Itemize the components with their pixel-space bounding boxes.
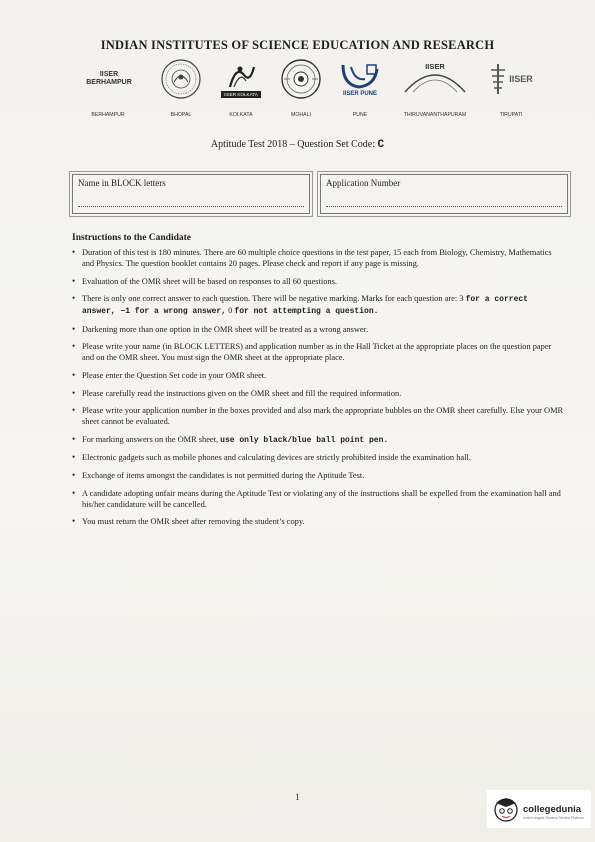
- institute-name: BERHAMPUR: [91, 112, 125, 118]
- instruction-item: [72, 293, 564, 317]
- iiser-bhopal-seal-icon: [158, 56, 204, 102]
- institute-name: TIRUPATI: [499, 112, 523, 118]
- instruction-text: Duration of this test is 180 minutes. There are 60 multiple choice questions in the test paper, 15 each from Biology, Chemistry, Mathematics and Physics. The question booklet contains 20 pages. Please check and report if any page is missing.: [82, 248, 552, 268]
- tirupati-emblem-icon: [489, 62, 507, 96]
- institute-name: BHOPAL: [170, 112, 192, 118]
- institute-name: MOHALI: [291, 112, 311, 118]
- instruction-emphasis: for not attempting a question.: [234, 307, 379, 317]
- document-title: INDIAN INSTITUTES OF SCIENCE EDUCATION AND RESEARCH: [100, 38, 495, 52]
- collegedunia-logo: [491, 794, 521, 824]
- instruction-item: [72, 470, 564, 481]
- instruction-text: Evaluation of the OMR sheet will be based on responses to all 60 questions.: [82, 276, 337, 286]
- instruction-item: [72, 341, 564, 363]
- institute-name: PUNE: [352, 112, 368, 118]
- application-number-box[interactable]: [320, 174, 568, 214]
- iiser-thiruvananthapuram-logo: [396, 56, 474, 102]
- instruction-item: [72, 452, 564, 463]
- instruction-emphasis: use only black/blue ball point pen.: [220, 435, 389, 445]
- instructions-heading: Instructions to the Candidate: [72, 233, 192, 243]
- instruction-text: Please write your application number in the boxes provided and also mark the appropriate bubbles on the OMR sheet carefully. Else your OMR sheet cannot be evaluated.: [82, 406, 564, 427]
- application-number-write-line[interactable]: [326, 206, 562, 207]
- instruction-text: Darkening more than one option in the OMR sheet will be treated as a wrong answer.: [82, 324, 369, 334]
- instruction-item: [72, 370, 564, 381]
- instruction-item: [72, 324, 564, 335]
- name-field-box[interactable]: [72, 174, 310, 214]
- instruction-text: Please enter the Question Set code in your OMR sheet.: [82, 370, 267, 380]
- test-title-line: [0, 139, 595, 151]
- instruction-item: [72, 276, 564, 287]
- kolkata-logo-text: IISER KOLKATA: [221, 91, 261, 98]
- institute-names-row: [78, 112, 548, 122]
- kolkata-emblem-icon: [224, 61, 258, 91]
- page-number: 1: [295, 792, 300, 802]
- instruction-text: You must return the OMR sheet after removing the student’s copy.: [82, 517, 305, 527]
- instruction-item: [72, 434, 564, 446]
- instruction-text: Please write your name (in BLOCK LETTERS) and application number as in the Hall Ticket at the appropriate places on the question paper and on the OMR sheet. You must sign the OMR sheet at the appropriate place.: [82, 342, 552, 363]
- pune-logo-text: IISER PUNE: [342, 91, 377, 97]
- name-field-label: Name in BLOCK letters: [78, 178, 166, 188]
- instruction-item: [72, 488, 564, 510]
- name-write-line[interactable]: [78, 206, 304, 207]
- instruction-text: A candidate adopting unfair means during the Aptitude Test or violating any of the instructions shall be expelled from the examination hall and his/her candidature will be cancelled.: [82, 488, 561, 509]
- test-title: Aptitude Test 2018 – Question Set Code:: [210, 139, 375, 150]
- institute-name: KOLKATA: [229, 112, 253, 118]
- instruction-item: [72, 388, 564, 399]
- instruction-item: [72, 405, 564, 427]
- institute-logos-row: [78, 56, 548, 106]
- collegedunia-watermark: [487, 790, 591, 828]
- instruction-item: [72, 516, 564, 527]
- instruction-text: Electronic gadgets such as mobile phones and calculating devices are strictly prohibited inside the examination hall.: [82, 453, 471, 463]
- instruction-item: [72, 247, 564, 269]
- instruction-text: 0: [226, 306, 235, 316]
- instruction-text: Please carefully read the instructions given on the OMR sheet and fill the required information.: [82, 388, 402, 398]
- application-number-label: Application Number: [326, 178, 401, 188]
- iiser-pune-logo: [330, 56, 390, 102]
- instruction-text: For marking answers on the OMR sheet,: [82, 434, 221, 444]
- instruction-text: There is only one correct answer to each question. There will be negative marking. Marks for each question are: 3: [82, 294, 466, 304]
- iiser-mohali-seal-icon: [278, 56, 324, 102]
- iiser-tirupati-logo: [480, 56, 542, 102]
- iiser-kolkata-logo: [218, 56, 264, 102]
- iiser-berhampur-logo: [78, 56, 140, 102]
- tirupati-logo-text: IISER: [509, 74, 533, 84]
- pune-emblem-icon: [339, 61, 381, 91]
- institute-name: THIRUVANANTHAPURAM: [403, 112, 467, 118]
- berhampur-logo-text: IISER BERHAMPUR: [86, 71, 132, 86]
- instructions-list: [72, 247, 564, 534]
- instruction-text: Exchange of items amongst the candidates is not permitted during the Aptitude Test.: [82, 470, 365, 480]
- question-set-code: C: [377, 139, 385, 151]
- tvm-logo-text: IISER: [425, 62, 445, 71]
- collegedunia-brand: collegedunia: [523, 804, 582, 815]
- collegedunia-tagline: India's largest Student Review Platform: [523, 816, 584, 820]
- instruction-emphasis: for a correct answer, −1 for a wrong answer,: [82, 295, 528, 317]
